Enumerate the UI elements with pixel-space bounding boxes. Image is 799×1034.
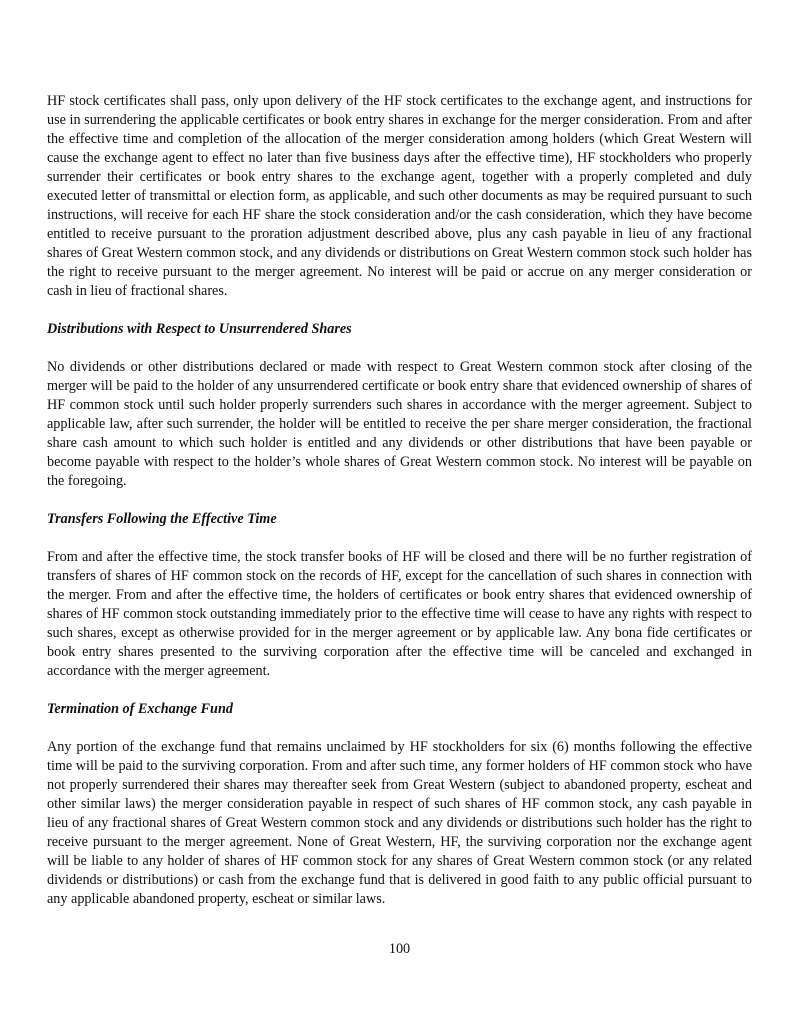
heading-unsurrendered-shares: Distributions with Respect to Unsurrendered Shares bbox=[47, 321, 352, 337]
paragraph-termination-exchange-fund: Any portion of the exchange fund that remains unclaimed by HF stockholders for six (6) months following the effective time will be paid to the surviving corporation. From and after such time, any former holders of HF common stock who have not properly surrendered their shares may thereafter seek from Great Western (subject to abandoned property, escheat and other similar laws) the merger consideration payable in respect of such shares of HF common stock, any cash payable in lieu of any fractional shares of Great Western common stock and any dividends or distributions such holder has the right to receive pursuant to the merger agreement. None of Great Western, HF, the surviving corporation nor the exchange agent will be liable to any holder of shares of HF common stock for any shares of Great Western common stock (or any related dividends or distributions) or cash from the exchange fund that is delivered in good faith to any public official pursuant to any applicable abandoned property, escheat or similar laws. bbox=[47, 739, 752, 907]
paragraph-unsurrendered-shares: No dividends or other distributions declared or made with respect to Great Western common stock after closing of the merger will be paid to the holder of any unsurrendered certificate or book entry share that evidenced ownership of shares of HF common stock until such holder properly surrenders such shares in accordance with the merger agreement. Subject to applicable law, after such surrender, the holder will be entitled to receive the per share merger consideration, the fractional share cash amount to which such holder is entitled and any dividends or other distributions that have been payable or become payable with respect to the holder’s whole shares of Great Western common stock. No interest will be payable on the foregoing. bbox=[47, 359, 752, 489]
page-number: 100 bbox=[388, 941, 411, 957]
heading-termination-exchange-fund: Termination of Exchange Fund bbox=[47, 701, 233, 717]
paragraph-transfers: From and after the effective time, the stock transfer books of HF will be closed and there will be no further registration of transfers of shares of HF common stock on the records of HF, except for the cancellation of such shares in connection with the merger. From and after the effective time, the holders of certificates or book entry shares that evidenced ownership of shares of HF common stock outstanding immediately prior to the effective time will cease to have any rights with respect to such shares, except as otherwise provided for in the merger agreement or by applicable law. Any bona fide certificates or book entry shares presented to the surviving corporation after the effective time will be canceled and exchanged in accordance with the merger agreement. bbox=[47, 549, 752, 679]
heading-transfers: Transfers Following the Effective Time bbox=[47, 511, 277, 527]
paragraph-exchange-procedures: HF stock certificates shall pass, only upon delivery of the HF stock certificates to the exchange agent, and instructions for use in surrendering the applicable certificates or book entry shares in exchange for the merger consideration. From and after the effective time and completion of the allocation of the merger consideration among holders (which Great Western will cause the exchange agent to effect no later than five business days after the effective time), HF stockholders who properly surrender their certificates or book entry shares to the exchange agent, together with a properly completed and duly executed letter of transmittal or election form, as applicable, and such other documents as may be required pursuant to such instructions, will receive for each HF share the stock consideration and/or the cash consideration, which they have become entitled to receive pursuant to the proration adjustment described above, plus any cash payable in lieu of any fractional shares of Great Western common stock, and any dividends or distributions on Great Western common stock such holder has the right to receive pursuant to the merger agreement. No interest will be paid or accrue on any merger consideration or cash in lieu of fractional shares. bbox=[47, 93, 752, 299]
document-body bbox=[47, 92, 752, 909]
